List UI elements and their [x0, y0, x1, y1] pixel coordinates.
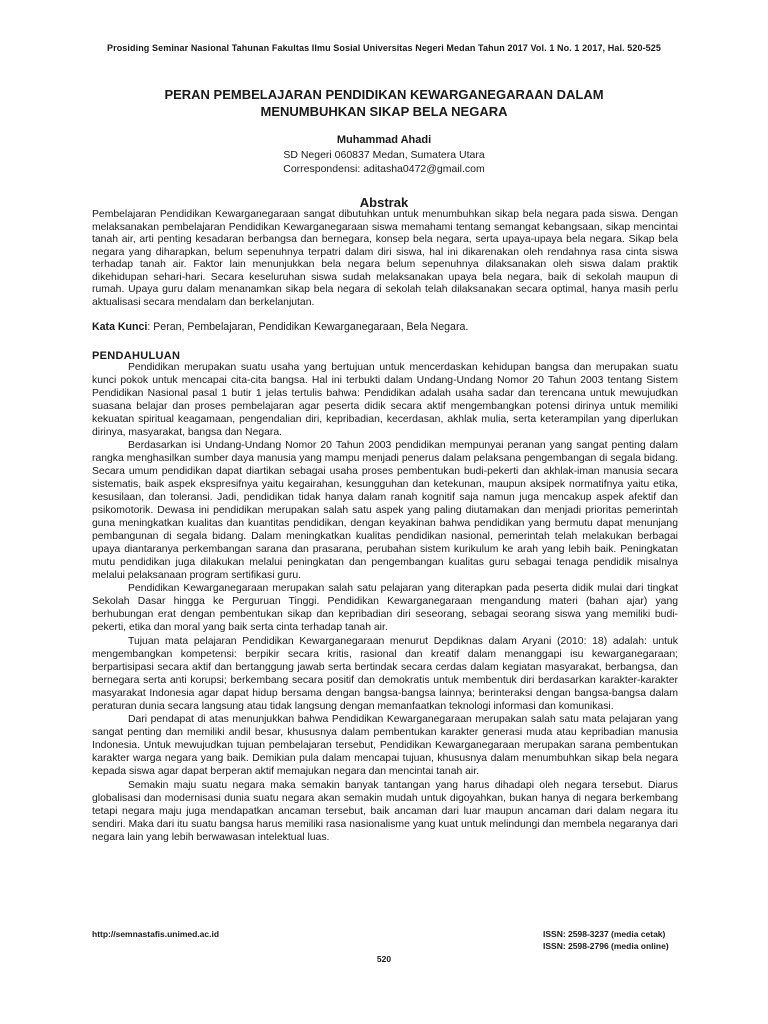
paragraph: Pendidikan merupakan suatu usaha yang bertujuan untuk mencerdaskan kehidupan bangsa dan merupakan suatu kunci pokok untuk mencapai cita-cita bangsa. Hal ini terbukti dalam Undang-Undang Nomor 20 Tahun 2003 tentang Sistem Pendidikan Nasional pasal 1 butir 1 jelas tertulis bahwa: Pendidikan adalah usaha sadar dan terencana untuk mewujudkan suasana belajar dan proses pembelajaran agar peserta didik secara aktif mengembangkan potensi dirinya untuk memiliki kekuatan spiritual keagamaan, pengendalian diri, kepribadian, kecerdasan, akhlak mulia, serta keterampilan yang diperlukan dirinya, masyarakat, bangsa dan Negara.: [92, 362, 678, 438]
paragraph: Tujuan mata pelajaran Pendidikan Kewarganegaraan menurut Depdiknas dalam Aryani (2010: 18) adalah: untuk mengembangkan kompetensi: berpikir secara kritis, rasional dan kreatif dalam menanggapi isu kewarganegaraan; berpartisipasi secara aktif dan bertanggung jawab serta bertindak secara cerdas dalam kegiatan masyarakat, berbangsa, dan bernegara serta anti korupsi; berkembang secara positif dan demokratis untuk membentuk diri berdasarkan karakter-karakter masyarakat Indonesia agar dapat hidup bersama dengan bangsa-bangsa lainnya; berinteraksi dengan bangsa-bangsa dalam peraturan dunia secara langsung atau tidak langsung dengan memanfaatkan teknologi informasi dan komunikasi.: [92, 636, 678, 712]
page-number: 520: [376, 954, 392, 964]
paragraph: Pendidikan Kewarganegaraan merupakan salah satu pelajaran yang diterapkan pada peserta didik mulai dari tingkat Sekolah Dasar hingga ke Perguruan Tinggi. Pendidikan Kewarganegaraan mengandung materi (bahan ajar) yang berhubungan erat dengan pembentukan sikap dan kepribadian diri seseorang, sebagai seorang siswa yang memiliki budi-pekerti, etika dan moral yang baik serta cinta terhadap tanah air.: [92, 583, 678, 634]
footer-issn: [543, 928, 669, 952]
author-name: Muhammad Ahadi: [336, 134, 432, 146]
footer-url: http://semnastafis.unimed.ac.id: [92, 929, 220, 939]
author-affiliation-block: [0, 148, 768, 176]
keywords: [92, 321, 678, 333]
article-title: [0, 86, 768, 120]
paragraph: Dari pendapat di atas menunjukkan bahwa Pendidikan Kewarganegaraan merupakan salah satu mata pelajaran yang sangat penting dan memiliki andil besar, khususnya dalam pembentukan karakter generasi muda atau kepribadian manusia Indonesia. Untuk mewujudkan tujuan pembelajaran tersebut, Pendidikan Kewarganegaraan merupakan sarana pembentukan karakter warga negara yang baik. Demikian pula dalam mencapai tujuan, khususnya dalam menumbuhkan sikap bela negara kepada siswa agar dapat berperan aktif memajukan negara dan mencintai tanah air.: [92, 714, 678, 778]
title-line-1: PERAN PEMBELAJARAN PENDIDIKAN KEWARGANEGARAAN DALAM: [164, 87, 604, 102]
paragraph: Semakin maju suatu negara maka semakin banyak tantangan yang harus dihadapi oleh negara tersebut. Diarus globalisasi dan modernisasi dunia suatu negara akan semakin mudah untuk digoyahkan, bukan hanya di negara berkembang tetapi negara maju juga mendapatkan ancaman tersebut, baik ancaman dari luar maupun ancaman dari dalam negara itu sendiri. Maka dari itu suatu bangsa harus memiliki rasa nasionalisme yang kuat untuk melindungi dan membela negaranya dari negara lain yang lebih berwawasan intelektual luas.: [92, 780, 678, 843]
section-body: [92, 362, 678, 846]
abstract-heading: Abstrak: [359, 195, 409, 210]
section-heading: PENDAHULUAN: [92, 350, 181, 362]
correspondence: Correspondensi: aditasha0472@gmail.com: [283, 163, 485, 175]
affiliation: SD Negeri 060837 Medan, Sumatera Utara: [283, 149, 485, 161]
keywords-label: Kata Kunci: [92, 321, 148, 333]
running-head: Prosiding Seminar Nasional Tahunan Fakultas Ilmu Sosial Universitas Negeri Medan Tahun 2017 Vol. 1 No. 1 2017, Hal. 520-525: [107, 43, 661, 53]
paragraph: Berdasarkan isi Undang-Undang Nomor 20 Tahun 2003 pendidikan mempunyai peranan yang sangat penting dalam rangka menghasilkan sumber daya manusia yang mampu menjadi penerus dalam pelaksana pengembangan di segala bidang. Secara umum pendidikan dapat diartikan sebagai usaha proses pembentukan budi-pekerti dan akhlak-iman manusia secara sistematis, baik aspek ekspresifnya yaitu kegairahan, kesungguhan dan ketekunan, maupun aksipek normatifnya yaitu etika, kesusilaan, dan toleransi. Jadi, pendidikan tidak hanya dalam ranah kognitif saja namun juga mencakup aspek afektif dan psikomotorik. Dewasa ini pendidikan merupakan salah satu aspek yang paling diutamakan dan menjadi prioritas pemerintah guna meningkatkan kualitas dan kuantitas pendidikan, dengan keyakinan bahwa pendidikan yang bermutu dapat menunjang pembangunan di segala bidang. Dalam meningkatkan kualitas pendidikan nasional, pemerintah telah melakukan berbagai upaya diantaranya perkembangan sarana dan prasarana, perubahan sistem kurikulum ke arah yang lebih baik. Peningkatan mutu pendidikan juga dilakukan melalui peningkatan dan pengembangan kualitas guru sebagai tenaga pendidik misalnya melalui pelaksanaan program sertifikasi guru.: [92, 440, 678, 581]
issn-online: ISSN: 2598-2796 (media online): [543, 941, 669, 951]
issn-print: ISSN: 2598-3237 (media cetak): [543, 929, 666, 939]
abstract-text: Pembelajaran Pendidikan Kewarganegaraan sangat dibutuhkan untuk menumbuhkan sikap bela negara pada siswa. Dengan melaksanakan pembelajaran Pendidikan Kewarganegaraan siswa memahami tentang semangat kebangsaan, sikap mencintai tanah air, arti penting kesadaran berbangsa dan bernegara, konsep bela negara, serta upaya-upaya bela negara. Sikap bela negara yang diharapkan, belum sepenuhnya terpatri dalam diri siswa, hal ini dikarenakan oleh rendahnya rasa cinta siswa terhadap tanah air. Faktor lain menunjukkan bela negara belum sepenuhnya dilaksanakan oleh siswa dalam praktik dikehidupan sehari-hari. Secara keseluruhan siswa sudah melaksanakan upaya bela negara, baik di sekolah maupun di rumah. Upaya guru dalam menanamkan sikap bela negara di sekolah telah dilaksanakan secara optimal, hanya masih perlu aktualisasi secara mendalam dan berkelanjutan.: [92, 209, 678, 308]
title-line-2: MENUMBUHKAN SIKAP BELA NEGARA: [260, 104, 508, 119]
keywords-list: : Peran, Pembelajaran, Pendidikan Kewarganegaraan, Bela Negara.: [147, 321, 469, 333]
